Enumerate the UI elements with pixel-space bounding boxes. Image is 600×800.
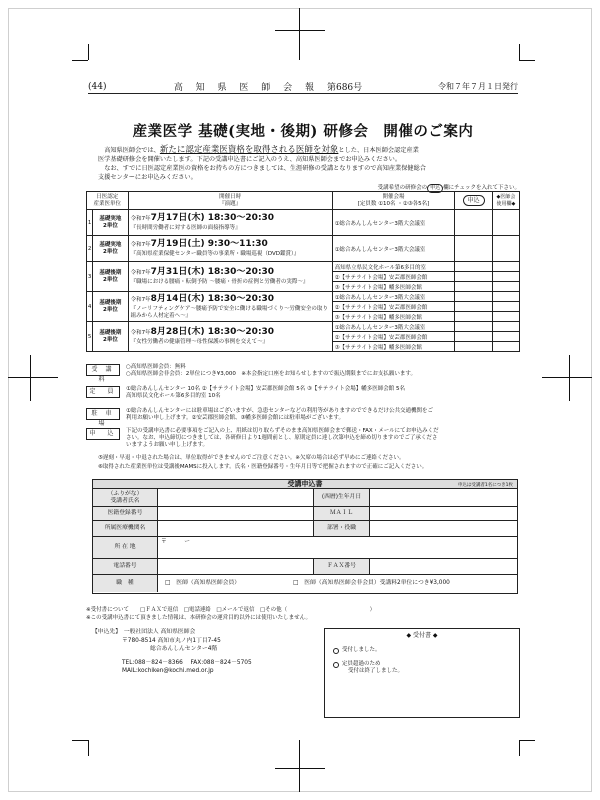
row-number: 4 [87, 292, 93, 322]
circle-icon [333, 662, 339, 668]
course-datetime: 令和7年7月17日(木) 18:30～20:30 『長時間労働者に対する医師の面接指導等』 [128, 210, 332, 236]
course-type: 基礎後期 2単位 [93, 262, 128, 292]
office-use-cell [492, 210, 519, 236]
apply-checkbox[interactable] [455, 210, 492, 236]
fee-nonmember: ○高知県医師会非会員：2単位につき¥3,000 ※本会指定口座をお知らせしますので振込期限までにお支払願います。 [126, 371, 416, 377]
office-use-cell [492, 332, 519, 342]
course-datetime: 令和7年8月28日(木) 18:30～20:30 『女性労働者の健康管理～母性保護の事例を交えて～』 [128, 322, 332, 352]
venue: ③【サテライト会場】幡多医師会館 [332, 312, 455, 322]
parking-row [86, 408, 520, 427]
crop-mark-top-left [88, 44, 89, 60]
apply-checkbox[interactable] [455, 302, 492, 312]
notes [98, 454, 518, 471]
course-datetime: 令和7年8月14日(木) 18:30～20:30 『ノーリフティングケア～腰痛予防で安全に働ける職場づくり～労働安全の取り組みから人材定着へ～』 [128, 292, 332, 322]
form-row-name [93, 489, 517, 507]
mail-field[interactable] [370, 507, 519, 520]
apply-checkbox[interactable] [455, 332, 492, 342]
receipt-item-full: 定員超過のため 受付は終了しました。 [333, 661, 519, 676]
office-use-cell [492, 272, 519, 282]
office-use-cell [492, 282, 519, 292]
apply-text-3: いますようお願い申し上げます。 [126, 442, 209, 448]
form-row-addr [93, 537, 517, 559]
dept-label: 部署・役職 [314, 521, 369, 536]
schedule-row [87, 236, 520, 262]
office-use-cell [492, 322, 519, 332]
org-field[interactable] [158, 521, 313, 536]
receipt-options [86, 606, 520, 622]
org-label: 所属医療機関名 [93, 521, 157, 536]
schedule-row [87, 322, 520, 332]
course-topic: 『職場における腰痛・転倒予防 ～腰痛・骨折の症例と労働者の実際～』 [130, 279, 309, 286]
schedule-row [87, 210, 520, 236]
page-title: 産業医学 基礎(実地・後期) 研修会 開催のご案内 [132, 123, 474, 140]
apply-text-2: さい。なお、申込締切につきましては、各研修日より1週間前とし、原則定員に達し次第申込を締め切りますのでご了承くださ [126, 435, 438, 441]
form-note: 申込は受講者1名につき1枚 [457, 483, 513, 488]
course-topic: 『長時間労働者に対する医師の面接指導等』 [130, 225, 241, 232]
name-label: （ふりがな） 受講者氏名 [93, 489, 157, 506]
apply-text-1: 下記の受講申込書に必要事項をご記入の上、用紙は切り取らずそのまま高知県医師会まで郵送・FAX・メールにてお申込みくだ [126, 428, 439, 434]
form-title: 受講申込書 申込は受講者1名につき1枚 [93, 480, 517, 489]
addr-label: 所 在 地 [93, 537, 157, 558]
journal-header [88, 80, 518, 94]
apply-checkbox[interactable] [455, 282, 492, 292]
venue: ①総合あんしんセンター3階大会議室 [332, 210, 455, 236]
crop-mark-bottom-left-h [72, 740, 88, 741]
apply-checkbox[interactable] [455, 342, 492, 352]
crop-mark-bottom-center-h [275, 768, 325, 769]
course-topic: 『ノーリフティングケア～腰痛予防で安全に働ける職場づくり～労働安全の取り組みから人材定着へ～』 [130, 306, 328, 319]
reg-label: 医籍登録番号 [93, 507, 157, 520]
intro-text: 高知県医師会では、新たに認定産業医資格を取得される医師を対象とした、日本医師会認定産業 医学基礎研修会を開催いたします。下記の受講申込書にご記入のうえ、高知県医師会までお申込みください。 なお、すでに日医認定産業医の資格をお持ちの方につきましては、生涯研修の受講となりますので高知産業保健総合 支援センターにお申込みください。 [98, 145, 426, 181]
schedule-row [87, 262, 520, 272]
crop-mark-top-center-h [275, 30, 325, 31]
venue: ①総合あんしんセンター3階大会議室 [332, 236, 455, 262]
fee-member: ○高知県医師会員：無料 [126, 364, 186, 370]
form-row-job [93, 575, 517, 592]
crop-mark-bottom-center [299, 740, 300, 792]
target-emphasis: 新たに認定産業医資格を取得される医師を対象 [159, 145, 339, 155]
fax-label: ＦＡＸ番号 [314, 559, 369, 574]
name-field[interactable] [158, 489, 313, 506]
office-use-cell [492, 302, 519, 312]
crop-mark-left-center [8, 377, 58, 378]
job-label: 職 種 [93, 575, 157, 592]
address-tel-fax: TEL:088－824－8366 FAX:088－824－5705 [122, 659, 252, 666]
page-number: (44) [88, 81, 107, 92]
header-office-use: ◆医師会 使用欄◆ [492, 192, 519, 210]
check-instruction: 受講希望の研修会の 申込 欄にチェックを入れて下さい。 [377, 185, 520, 191]
fax-field[interactable] [370, 559, 519, 574]
venue: ②【サテライト会場】安芸郡医師会館 [332, 272, 455, 282]
application-form [92, 479, 518, 594]
row-number: 2 [87, 236, 93, 262]
job-option-nonmember[interactable]: □ 医師（高知県医師会非会員）受講料2単位につき¥3,000 [293, 580, 450, 587]
office-use-cell [492, 292, 519, 302]
course-type: 基礎実地 2単位 [93, 210, 128, 236]
course-type: 基礎実地 2単位 [93, 236, 128, 262]
tel-label: 電話番号 [93, 559, 157, 574]
job-option-member[interactable]: □ 医師（高知県医師会員） [165, 580, 241, 587]
journal-title: 高 知 県 医 師 会 報 第686号 [173, 83, 363, 93]
form-row-org [93, 521, 517, 537]
schedule-row [87, 292, 520, 302]
fee-row [86, 364, 520, 383]
course-topic: 『高知県産業保健センター職員等の事業所・職場巡視（DVD鑑賞）』 [130, 251, 300, 258]
crop-mark-top-center [299, 8, 300, 60]
apply-checkbox[interactable] [455, 322, 492, 332]
row-number: 1 [87, 210, 93, 236]
address-line-2: 総合あんしんセンター4階 [150, 646, 218, 652]
crop-mark-bottom-right [519, 740, 520, 756]
contact-address [92, 628, 342, 676]
capacity-row [86, 386, 520, 400]
receipt-method-options[interactable]: ※受付書について □ＦＡＸで返信 □電話連絡 □メールで返信 □その他（ ） [86, 607, 376, 613]
apply-checkbox[interactable] [455, 312, 492, 322]
capacity-label: 定 員 [86, 386, 120, 398]
course-type: 基礎後期 2単位 [93, 292, 128, 322]
header-apply: 申込 [455, 192, 492, 210]
header-unit: 日医認定 産業医単位 [87, 192, 129, 210]
fee-label: 受 講 料 [86, 364, 120, 376]
tel-field[interactable] [158, 559, 313, 574]
crop-mark-top-left-h [72, 60, 88, 61]
receipt-box [324, 628, 520, 718]
venue: ②【サテライト会場】安芸郡医師会館 [332, 302, 455, 312]
office-use-cell [492, 342, 519, 352]
row-number: 5 [87, 322, 93, 352]
header-venue: 開催会場 [定員数 ①10名 ・②③各5名] [332, 192, 455, 210]
venue: ①総合あんしんセンター3階大会議室 [332, 322, 455, 332]
parking-text-1: ①総合あんしんセンターには駐車場はございますが、急患センターなどの利用等がありますのでできるだけ公共交通機関をご [126, 408, 433, 414]
apply-checkbox[interactable] [455, 272, 492, 282]
crop-mark-right-center [542, 377, 592, 378]
apply-checkbox[interactable] [455, 262, 492, 272]
address-line-1: 〒780-8514 高知市丸ノ内1丁目7-45 [122, 637, 221, 644]
parking-label: 駐 車 場 [86, 408, 120, 420]
dob-field[interactable] [370, 489, 519, 506]
office-use-cell [492, 312, 519, 322]
address-label: 【申込先】 一般社団法人 高知県医師会 [92, 629, 196, 635]
course-type: 基礎後期 2単位 [93, 322, 128, 352]
course-datetime: 令和7年7月31日(木) 18:30～20:30 『職場における腰痛・転倒予防 ～腰痛・骨折の症例と労働者の実際～』 [128, 262, 332, 292]
apply-row [86, 428, 520, 449]
address-email[interactable]: MAIL:kochiken@kochi.med.or.jp [122, 668, 214, 674]
crop-mark-bottom-left [88, 740, 89, 756]
crop-mark-right-center-v [569, 355, 570, 401]
crop-mark-top-right [519, 44, 520, 60]
parking-text-2: 利用お願い申し上げます。②安芸郡医師会館、③幡多医師会館には駐車場がございます。 [126, 415, 344, 421]
dob-label: (西暦)生年月日 [314, 489, 369, 506]
schedule-header-row [87, 192, 520, 210]
issue-number: 第686号 [326, 83, 363, 93]
venue: ②【サテライト会場】安芸郡医師会館 [332, 332, 455, 342]
crop-mark-top-right-h [519, 60, 535, 61]
course-topic: 『女性労働者の健康管理～母性保護の事例を交えて～』 [130, 339, 269, 346]
apply-checkbox[interactable] [455, 292, 492, 302]
header-datetime: 開催日時 『演題』 [128, 192, 332, 210]
dept-field[interactable] [370, 521, 519, 536]
receipt-title: ◆ 受付書 ◆ [406, 632, 438, 639]
receipt-item-accepted: 受付しました。 [333, 647, 519, 655]
crop-mark-bottom-right-h [519, 740, 535, 741]
office-use-cell [492, 236, 519, 262]
reg-field[interactable] [158, 507, 313, 520]
addr-field[interactable]: 〒 ー [161, 539, 190, 545]
privacy-note: ※この受講申込書にて頂きました情報は、本研修会の運営目的以外には使用いたしません。 [86, 615, 311, 621]
venue: 高知県立県民文化ホール第6多目的室 [332, 262, 455, 272]
course-datetime: 令和7年7月19日(土) 9:30～11:30 『高知県産業保健センター職員等の事業所・職場巡視（DVD鑑賞）』 [128, 236, 332, 262]
form-row-tel [93, 559, 517, 575]
row-number: 3 [87, 262, 93, 292]
crop-mark-left-center-v [30, 355, 31, 401]
note-mams: ⑥取得された産業医単位は受講後MAMSに投入します。氏名・医籍登録番号・生年月日等で把握されますので正確にご記入ください。 [98, 463, 428, 470]
circle-icon [333, 648, 339, 654]
capacity-text-2: 高知県民文化ホール第6多目的室 10名 [126, 393, 221, 399]
schedule-table [86, 191, 520, 352]
note-absence: ⑤遅刻・早退・中退された場合は、単位取得ができませんのでご注意ください。※欠席の場合は必ず早めにご連絡ください。 [98, 455, 405, 461]
mail-label: ＭＡＩＬ [314, 507, 369, 520]
apply-checkbox[interactable] [455, 236, 492, 262]
apply-label: 申 込 [86, 428, 120, 440]
office-use-cell [492, 262, 519, 272]
capacity-text-1: ①総合あんしんセンター 10名 ②【サテライト会場】安芸郡医師会館 5名 ③【サテライト会場】幡多医師会館 5名 [126, 386, 405, 392]
venue: ①総合あんしんセンター3階大会議室 [332, 292, 455, 302]
form-row-reg [93, 507, 517, 521]
venue: ③【サテライト会場】幡多医師会館 [332, 342, 455, 352]
issue-date: 令和７年７月１日発行 [438, 82, 518, 91]
venue: ③【サテライト会場】幡多医師会館 [332, 282, 455, 292]
